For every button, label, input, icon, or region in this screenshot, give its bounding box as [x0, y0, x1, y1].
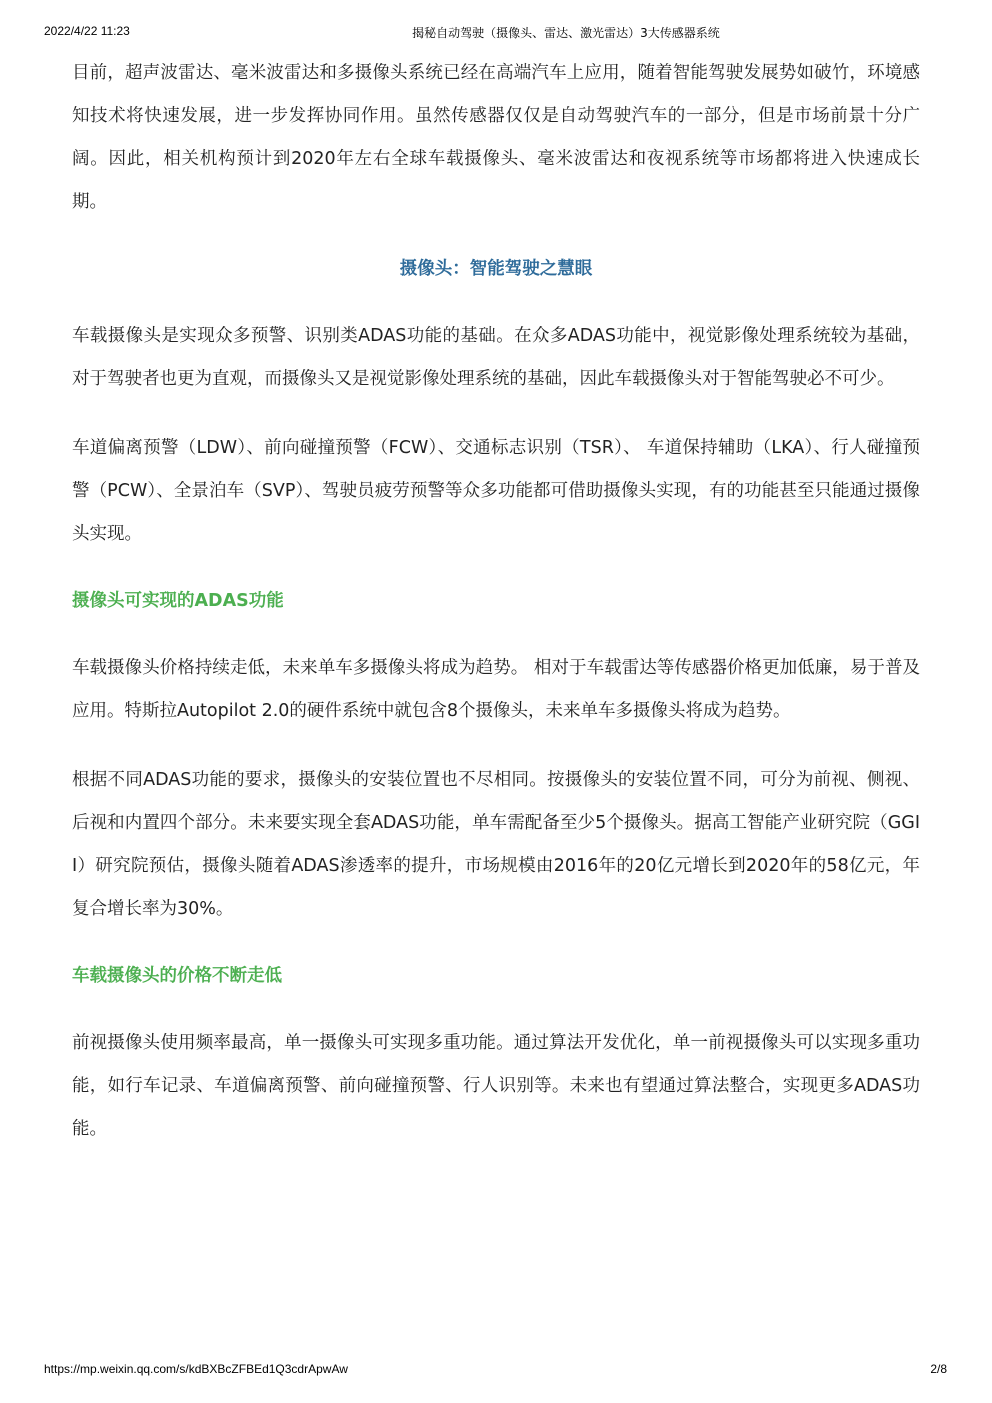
subheading-price-drop: 车载摄像头的价格不断走低	[72, 966, 282, 986]
section-heading-camera: 摄像头：智能驾驶之慧眼	[399, 259, 593, 279]
subheading-adas-functions: 摄像头可实现的ADAS功能	[72, 591, 284, 611]
paragraph-price-trend: 车载摄像头价格持续走低，未来单车多摄像头将成为趋势。 相对于车载雷达等传感器价格更加低廉，易于普及应用。特斯拉Autopilot 2.0的硬件系统中就包含8个摄像头，未来单车多摄像头将成为趋势。	[72, 658, 920, 721]
print-source-url: https://mp.weixin.qq.com/s/kdBXBcZFBEd1Q3cdrApwAw	[44, 1362, 348, 1376]
paragraph-install-position: 根据不同ADAS功能的要求，摄像头的安装位置也不尽相同。按摄像头的安装位置不同，可分为前视、侧视、后视和内置四个部分。未来要实现全套ADAS功能，单车需配备至少5个摄像头。据高工智能产业研究院（GGII）研究院预估，摄像头随着ADAS渗透率的提升，市场规模由2016年的20亿元增长到2020年的58亿元，年复合增长率为30%。	[72, 770, 920, 919]
print-page-number: 2/8	[930, 1362, 947, 1376]
paragraph-intro: 目前，超声波雷达、毫米波雷达和多摄像头系统已经在高端汽车上应用，随着智能驾驶发展势如破竹，环境感知技术将快速发展，进一步发挥协同作用。虽然传感器仅仅是自动驾驶汽车的一部分，但是市场前景十分广阔。因此，相关机构预计到2020年左右全球车载摄像头、毫米波雷达和夜视系统等市场都将进入快速成长期。	[72, 63, 920, 212]
paragraph-adas-functions: 车道偏离预警（LDW）、前向碰撞预警（FCW）、交通标志识别（TSR）、 车道保持辅助（LKA）、行人碰撞预警（PCW）、全景泊车（SVP）、驾驶员疲劳预警等众多功能都可借助摄像头实现，有的功能甚至只能通过摄像头实现。	[72, 438, 920, 544]
article-body	[72, 52, 920, 1151]
print-datetime: 2022/4/22 11:23	[44, 24, 130, 38]
paragraph-front-camera: 前视摄像头使用频率最高，单一摄像头可实现多重功能。通过算法开发优化，单一前视摄像头可以实现多重功能，如行车记录、车道偏离预警、前向碰撞预警、行人识别等。未来也有望通过算法整合，实现更多ADAS功能。	[72, 1033, 920, 1139]
paragraph-camera-basis: 车载摄像头是实现众多预警、识别类ADAS功能的基础。在众多ADAS功能中，视觉影像处理系统较为基础，对于驾驶者也更为直观，而摄像头又是视觉影像处理系统的基础，因此车载摄像头对于智能驾驶必不可少。	[72, 326, 920, 389]
print-page-title: 揭秘自动驾驶（摄像头、雷达、激光雷达）3大传感器系统	[412, 26, 720, 40]
